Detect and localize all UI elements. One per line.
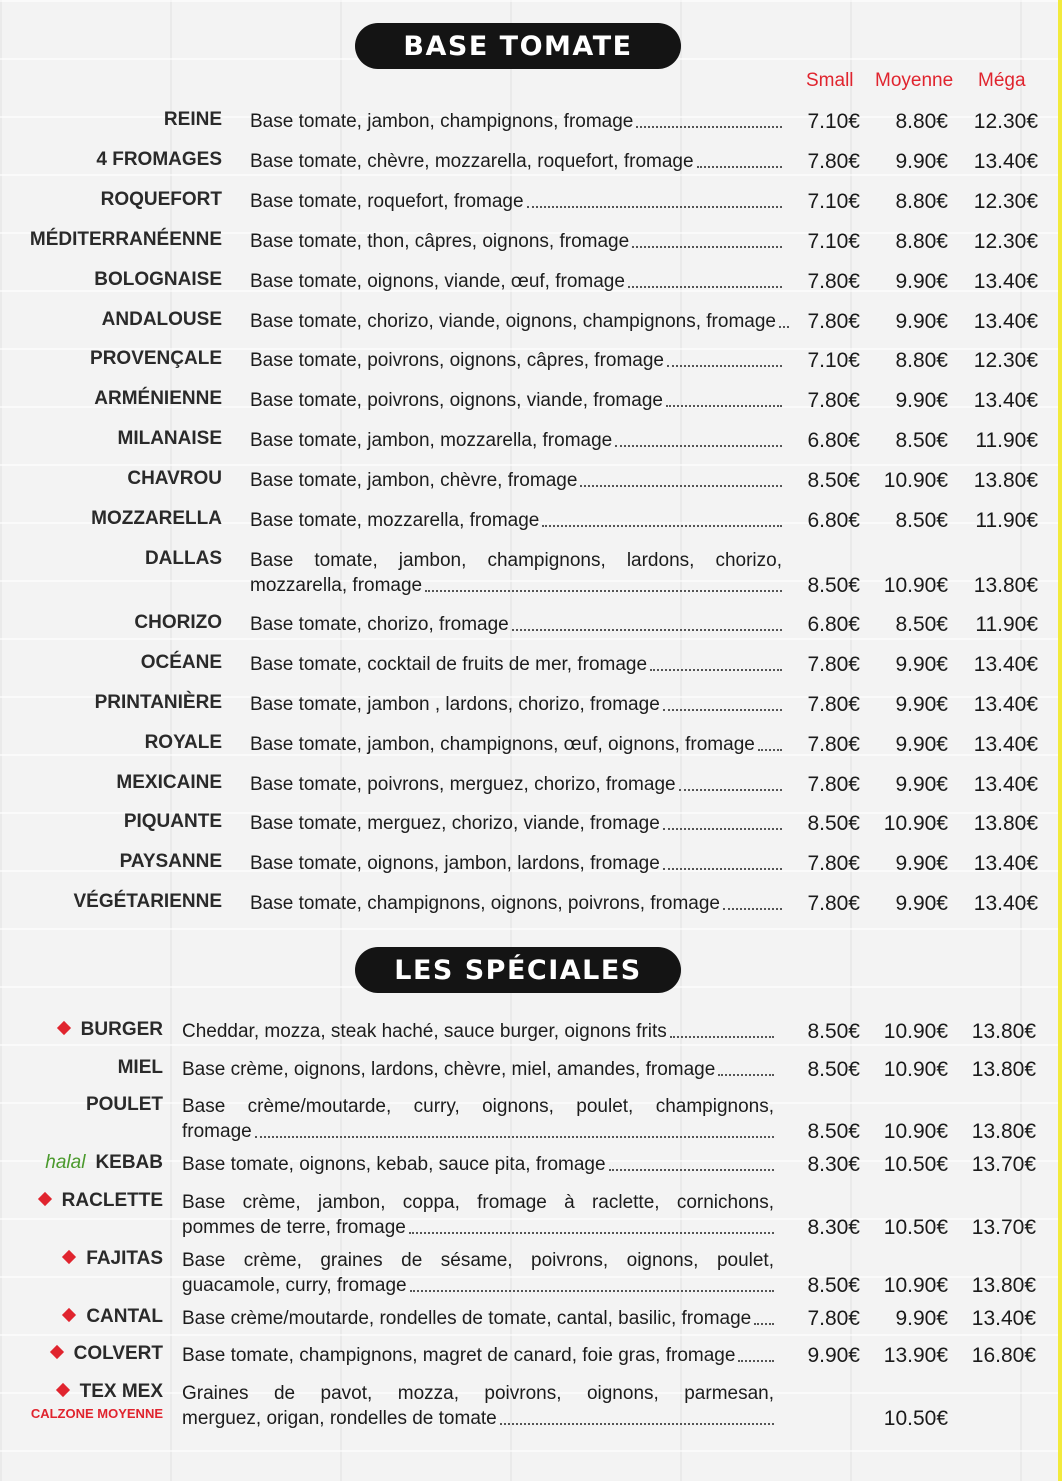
item-name-text: MIEL <box>117 1056 163 1078</box>
description-line <box>250 229 782 254</box>
item-name <box>91 508 222 530</box>
description-line-1: Base crème, graines de sésame, poivrons, oignons, poulet, <box>182 1249 774 1271</box>
dot-leader <box>670 1036 774 1038</box>
item-name <box>118 1057 163 1079</box>
item-name-text: REINE <box>163 109 222 130</box>
description-text: Base tomate, oignons, viande, œuf, fromage <box>250 270 625 292</box>
item-description <box>182 1152 774 1177</box>
description-text: Cheddar, mozza, steak haché, sauce burger, oignons frits <box>182 1021 667 1042</box>
description-text: Base tomate, chèvre, mozzarella, roquefort, fromage <box>250 150 694 172</box>
price-small: 8.50€ <box>807 573 860 597</box>
item-description <box>250 692 782 717</box>
item-description <box>250 149 782 174</box>
price-small: 7.80€ <box>807 309 860 333</box>
dot-leader <box>667 365 782 367</box>
item-name <box>101 189 222 211</box>
item-description <box>250 388 782 413</box>
price-medium: 9.90€ <box>895 389 948 413</box>
description-line-2 <box>182 1273 774 1298</box>
dot-leader <box>410 1290 774 1292</box>
item-name-text: MOZZARELLA <box>91 508 222 529</box>
description-line <box>250 189 782 214</box>
description-text: Base tomate, oignons, kebab, sauce pita, fromage <box>182 1154 606 1176</box>
item-name <box>120 851 222 873</box>
description-text: pommes de terre, fromage <box>182 1216 406 1238</box>
price-mega: 16.80€ <box>971 1344 1036 1368</box>
description-line <box>250 109 782 134</box>
item-name <box>30 229 222 251</box>
price-medium: 9.90€ <box>895 772 948 796</box>
price-small: 7.80€ <box>807 389 860 413</box>
item-description <box>250 851 782 876</box>
price-medium: 9.90€ <box>895 732 948 756</box>
price-small: 8.50€ <box>807 1020 860 1043</box>
description-line <box>250 612 782 637</box>
item-name-text: MILANAISE <box>117 428 222 450</box>
description-line-1: Base tomate, jambon, champignons, lardons, chorizo, <box>250 549 782 571</box>
dot-leader <box>255 1136 774 1138</box>
item-name <box>59 1019 163 1041</box>
item-description <box>250 269 782 294</box>
item-name-text: 4 FROMAGES <box>96 148 222 170</box>
price-mega: 12.30€ <box>973 349 1038 373</box>
dot-leader <box>663 828 782 830</box>
price-medium: 8.80€ <box>895 349 948 373</box>
item-name-text: KEBAB <box>95 1152 163 1174</box>
dot-leader <box>718 1074 774 1076</box>
page-edge-stripe <box>1058 0 1062 1481</box>
price-medium: 10.50€ <box>883 1407 948 1430</box>
dot-leader <box>632 246 782 248</box>
item-description <box>250 428 782 453</box>
description-text: Base tomate, jambon, champignons, œuf, oignons, fromage <box>250 733 755 755</box>
price-small: 7.10€ <box>807 189 860 213</box>
description-line <box>250 652 782 677</box>
price-medium: 13.90€ <box>883 1344 948 1368</box>
dot-leader <box>609 1169 774 1171</box>
item-description <box>250 189 782 214</box>
price-small: 9.90€ <box>807 1344 860 1368</box>
price-small: 7.10€ <box>807 349 860 373</box>
description-text: Base tomate, jambon, mozzarella, fromage <box>250 430 613 452</box>
price-small: 6.80€ <box>807 612 860 636</box>
item-name <box>86 1094 163 1116</box>
diamond-icon <box>62 1308 76 1322</box>
price-mega: 13.40€ <box>973 149 1038 173</box>
item-name-text: MÉDITERRANÉENNE <box>29 228 222 250</box>
price-small: 8.30€ <box>807 1215 860 1239</box>
dot-leader <box>666 405 782 407</box>
price-small: 7.80€ <box>807 852 860 876</box>
item-name-text: VÉGÉTARIENNE <box>73 891 222 913</box>
description-text: merguez, origan, rondelles de tomate <box>182 1408 497 1429</box>
item-name-text: POULET <box>85 1094 163 1116</box>
price-small: 7.80€ <box>807 692 860 716</box>
dot-leader <box>580 485 782 487</box>
price-medium: 10.90€ <box>883 469 948 493</box>
item-name-text: PROVENÇALE <box>90 348 222 370</box>
item-name <box>127 468 222 490</box>
item-name <box>141 652 222 674</box>
dot-leader <box>636 126 782 128</box>
description-line <box>250 692 782 717</box>
price-mega: 13.70€ <box>971 1215 1036 1239</box>
item-name <box>145 548 222 570</box>
size-header-small: Small <box>806 70 854 91</box>
price-mega: 13.80€ <box>973 573 1038 597</box>
description-text: Base tomate, chorizo, fromage <box>250 613 509 635</box>
item-description <box>250 109 782 134</box>
price-small: 7.80€ <box>807 1306 860 1330</box>
item-name <box>40 1190 163 1212</box>
price-mega: 13.40€ <box>973 892 1038 916</box>
item-name-text: BOLOGNAISE <box>94 268 222 290</box>
diamond-icon <box>38 1192 52 1206</box>
price-medium: 10.90€ <box>883 1120 948 1144</box>
description-line-1: Graines de pavot, mozza, poivrons, oignons, parmesan, <box>182 1383 774 1404</box>
price-small: 7.80€ <box>807 269 860 293</box>
price-medium: 9.90€ <box>895 309 948 333</box>
price-small: 7.80€ <box>807 149 860 173</box>
description-text: Base tomate, poivrons, oignons, viande, fromage <box>250 390 663 412</box>
description-line <box>250 388 782 413</box>
item-description <box>250 772 782 797</box>
dot-leader <box>779 326 789 328</box>
price-mega: 11.90€ <box>975 429 1038 453</box>
description-text: Base crème/moutarde, rondelles de tomate, cantal, basilic, fromage <box>182 1307 752 1329</box>
price-mega: 13.80€ <box>973 812 1038 836</box>
section-title-text: BASE TOMATE <box>403 30 633 62</box>
item-name-text: PRINTANIÈRE <box>94 691 222 713</box>
price-medium: 8.80€ <box>895 229 948 253</box>
dot-leader <box>738 1360 774 1362</box>
description-line <box>250 149 782 174</box>
dot-leader <box>758 749 782 751</box>
item-name-text: CHAVROU <box>127 468 222 490</box>
diamond-icon <box>50 1345 64 1359</box>
item-description <box>250 612 782 637</box>
item-name <box>45 1152 163 1174</box>
item-name <box>124 811 222 833</box>
description-text: Base tomate, thon, câpres, oignons, fromage <box>250 230 630 252</box>
price-mega: 13.40€ <box>973 309 1038 333</box>
dot-leader <box>500 1423 774 1425</box>
item-description <box>250 229 782 254</box>
price-medium: 8.50€ <box>895 509 948 532</box>
item-name <box>73 891 222 913</box>
description-line <box>182 1306 774 1331</box>
description-text: Base tomate, jambon, champignons, fromage <box>250 111 634 132</box>
item-name <box>90 348 222 370</box>
description-line-1: Base crème, jambon, coppa, fromage à raclette, cornichons, <box>182 1191 774 1213</box>
dot-leader <box>628 286 782 288</box>
price-mega: 11.90€ <box>975 509 1038 532</box>
section-title-text: LES SPÉCIALES <box>394 954 642 986</box>
description-text: Base tomate, jambon , lardons, chorizo, fromage <box>250 693 660 715</box>
item-description <box>250 891 782 916</box>
description-line <box>250 348 782 373</box>
description-line-2 <box>182 1215 774 1240</box>
item-name <box>116 772 222 794</box>
price-small: 8.50€ <box>807 812 860 836</box>
description-line-1: Base crème/moutarde, curry, oignons, poulet, champignons, <box>182 1096 774 1118</box>
description-line <box>182 1057 774 1082</box>
price-mega: 13.40€ <box>973 692 1038 716</box>
item-name <box>164 109 222 131</box>
item-description <box>250 652 782 677</box>
item-name <box>52 1343 163 1365</box>
description-line <box>250 811 782 836</box>
price-medium: 10.90€ <box>883 1020 948 1043</box>
dot-leader <box>425 590 782 592</box>
price-mega: 13.40€ <box>971 1306 1036 1330</box>
description-line-2 <box>182 1406 774 1431</box>
price-medium: 10.50€ <box>883 1153 948 1177</box>
description-line <box>250 772 782 797</box>
item-description <box>250 811 782 836</box>
description-text: Base tomate, merguez, chorizo, viande, fromage <box>250 813 660 835</box>
description-line <box>250 732 782 757</box>
price-mega: 11.90€ <box>975 612 1038 636</box>
item-name <box>64 1306 163 1328</box>
price-small: 7.80€ <box>807 652 860 676</box>
price-mega: 13.80€ <box>971 1120 1036 1144</box>
item-description <box>182 1343 774 1368</box>
description-text: Base tomate, champignons, magret de canard, foie gras, fromage <box>182 1345 736 1367</box>
price-mega: 12.30€ <box>973 110 1038 133</box>
price-small: 6.80€ <box>807 509 860 532</box>
price-medium: 8.50€ <box>895 612 948 636</box>
description-line <box>182 1343 774 1368</box>
price-mega: 13.80€ <box>973 469 1038 493</box>
price-small: 7.10€ <box>807 110 860 133</box>
item-description <box>182 1306 774 1331</box>
description-text: Base tomate, oignons, jambon, lardons, fromage <box>250 853 660 875</box>
item-sub-label: CALZONE MOYENNE <box>30 1406 163 1421</box>
price-small: 6.80€ <box>807 429 860 453</box>
dot-leader <box>663 709 782 711</box>
description-text: Base tomate, jambon, chèvre, fromage <box>250 470 578 492</box>
item-name-text: RACLETTE <box>61 1189 163 1211</box>
item-name <box>64 1248 163 1270</box>
price-mega: 13.40€ <box>973 389 1038 413</box>
price-small: 8.50€ <box>807 1120 860 1144</box>
description-line <box>182 1019 774 1044</box>
item-description <box>250 732 782 757</box>
price-medium: 9.90€ <box>895 692 948 716</box>
dot-leader <box>697 166 782 168</box>
price-medium: 9.90€ <box>895 1306 948 1330</box>
price-medium: 9.90€ <box>895 149 948 173</box>
size-header-mega: Méga <box>978 70 1026 91</box>
price-small: 8.50€ <box>807 469 860 493</box>
price-medium: 10.90€ <box>883 1273 948 1297</box>
item-name <box>118 428 223 450</box>
price-medium: 9.90€ <box>895 269 948 293</box>
description-text: Base crème, oignons, lardons, chèvre, miel, amandes, fromage <box>182 1058 716 1080</box>
price-mega: 13.40€ <box>973 852 1038 876</box>
item-description <box>182 1019 774 1044</box>
item-name-text: ROYALE <box>144 731 222 753</box>
description-line <box>182 1152 774 1177</box>
description-line-2 <box>182 1119 774 1144</box>
price-mega: 13.80€ <box>971 1273 1036 1297</box>
description-text: guacamole, curry, fromage <box>182 1274 407 1296</box>
item-name <box>96 149 222 171</box>
price-medium: 9.90€ <box>895 652 948 676</box>
item-name-text: FAJITAS <box>86 1247 163 1269</box>
item-name <box>94 269 222 291</box>
item-name-text: PIQUANTE <box>123 811 222 833</box>
price-small: 8.50€ <box>807 1057 860 1081</box>
description-text: Base tomate, roquefort, fromage <box>250 190 524 212</box>
item-name-text: MEXICAINE <box>116 771 222 793</box>
price-medium: 9.90€ <box>895 892 948 916</box>
description-line <box>250 891 782 916</box>
price-small: 7.10€ <box>807 229 860 253</box>
item-name <box>134 612 222 634</box>
item-name <box>95 692 222 714</box>
price-medium: 10.90€ <box>883 573 948 597</box>
item-name-text: OCÉANE <box>140 651 222 673</box>
item-name-text: ROQUEFORT <box>100 188 222 210</box>
item-description <box>250 548 782 598</box>
description-line <box>250 269 782 294</box>
item-name-text: ARMÉNIENNE <box>94 388 222 410</box>
dot-leader <box>542 525 782 527</box>
price-medium: 9.90€ <box>895 852 948 876</box>
item-name-text: ANDALOUSE <box>101 308 222 330</box>
dot-leader <box>679 789 782 791</box>
description-line <box>250 309 782 334</box>
price-small: 8.30€ <box>807 1153 860 1177</box>
dot-leader <box>615 445 782 447</box>
price-small: 7.80€ <box>807 772 860 796</box>
item-name <box>58 1381 163 1403</box>
price-medium: 10.90€ <box>883 1057 948 1081</box>
item-name-text: TEX MEX <box>79 1381 163 1402</box>
section-title-base-tomate <box>355 23 681 69</box>
price-medium: 10.50€ <box>883 1215 948 1239</box>
diamond-icon <box>56 1383 70 1397</box>
price-medium: 8.50€ <box>895 429 948 453</box>
description-line <box>250 508 782 533</box>
description-text: Base tomate, mozzarella, fromage <box>250 510 540 531</box>
description-text: Base tomate, champignons, oignons, poivrons, fromage <box>250 893 720 915</box>
size-header-medium: Moyenne <box>875 70 954 91</box>
item-name-text: BURGER <box>80 1019 163 1040</box>
dot-leader <box>650 669 782 671</box>
description-line-2 <box>250 573 782 598</box>
diamond-icon <box>62 1250 76 1264</box>
price-mega: 13.40€ <box>973 732 1038 756</box>
price-mega: 13.40€ <box>973 269 1038 293</box>
diamond-icon <box>57 1021 71 1035</box>
price-small: 7.80€ <box>807 892 860 916</box>
item-description <box>182 1094 774 1144</box>
price-small: 8.50€ <box>807 1273 860 1297</box>
price-mega: 13.70€ <box>971 1153 1036 1177</box>
price-mega: 13.80€ <box>971 1020 1036 1043</box>
item-name-text: DALLAS <box>144 547 222 569</box>
description-text: mozzarella, fromage <box>250 574 423 596</box>
price-mega: 13.40€ <box>973 772 1038 796</box>
halal-tag: halal <box>45 1152 86 1174</box>
description-text: Base tomate, poivrons, oignons, câpres, fromage <box>250 350 665 372</box>
price-small: 7.80€ <box>807 732 860 756</box>
description-text: Base tomate, poivrons, merguez, chorizo, fromage <box>250 773 676 795</box>
dot-leader <box>527 206 782 208</box>
section-title-specials <box>355 947 681 993</box>
price-mega: 12.30€ <box>973 229 1038 253</box>
price-medium: 8.80€ <box>895 189 948 213</box>
description-line <box>250 851 782 876</box>
price-mega: 13.40€ <box>973 652 1038 676</box>
price-medium: 8.80€ <box>895 110 948 133</box>
dot-leader <box>754 1323 774 1325</box>
description-text: Base tomate, cocktail de fruits de mer, fromage <box>250 653 648 675</box>
price-mega: 13.80€ <box>971 1057 1036 1081</box>
description-text: Base tomate, chorizo, viande, oignons, champignons, fromage <box>250 310 776 332</box>
item-name <box>102 309 222 331</box>
description-line <box>250 428 782 453</box>
item-name-text: COLVERT <box>73 1343 163 1365</box>
item-name-text: CHORIZO <box>134 611 222 633</box>
item-name <box>145 732 222 754</box>
price-mega: 12.30€ <box>973 189 1038 213</box>
item-description <box>250 508 782 533</box>
item-name-text: PAYSANNE <box>119 851 222 873</box>
dot-leader <box>723 908 782 910</box>
item-name <box>94 388 222 410</box>
item-name-text: CANTAL <box>86 1305 163 1327</box>
dot-leader <box>409 1232 774 1234</box>
item-description <box>182 1248 774 1298</box>
item-description <box>182 1190 774 1240</box>
item-description <box>250 348 782 373</box>
dot-leader <box>512 629 782 631</box>
item-description <box>182 1057 774 1082</box>
dot-leader <box>663 868 782 870</box>
description-line <box>250 468 782 493</box>
item-description <box>250 468 782 493</box>
description-text: fromage <box>182 1121 252 1143</box>
price-medium: 10.90€ <box>883 812 948 836</box>
item-description <box>250 309 782 334</box>
item-description <box>182 1381 774 1431</box>
